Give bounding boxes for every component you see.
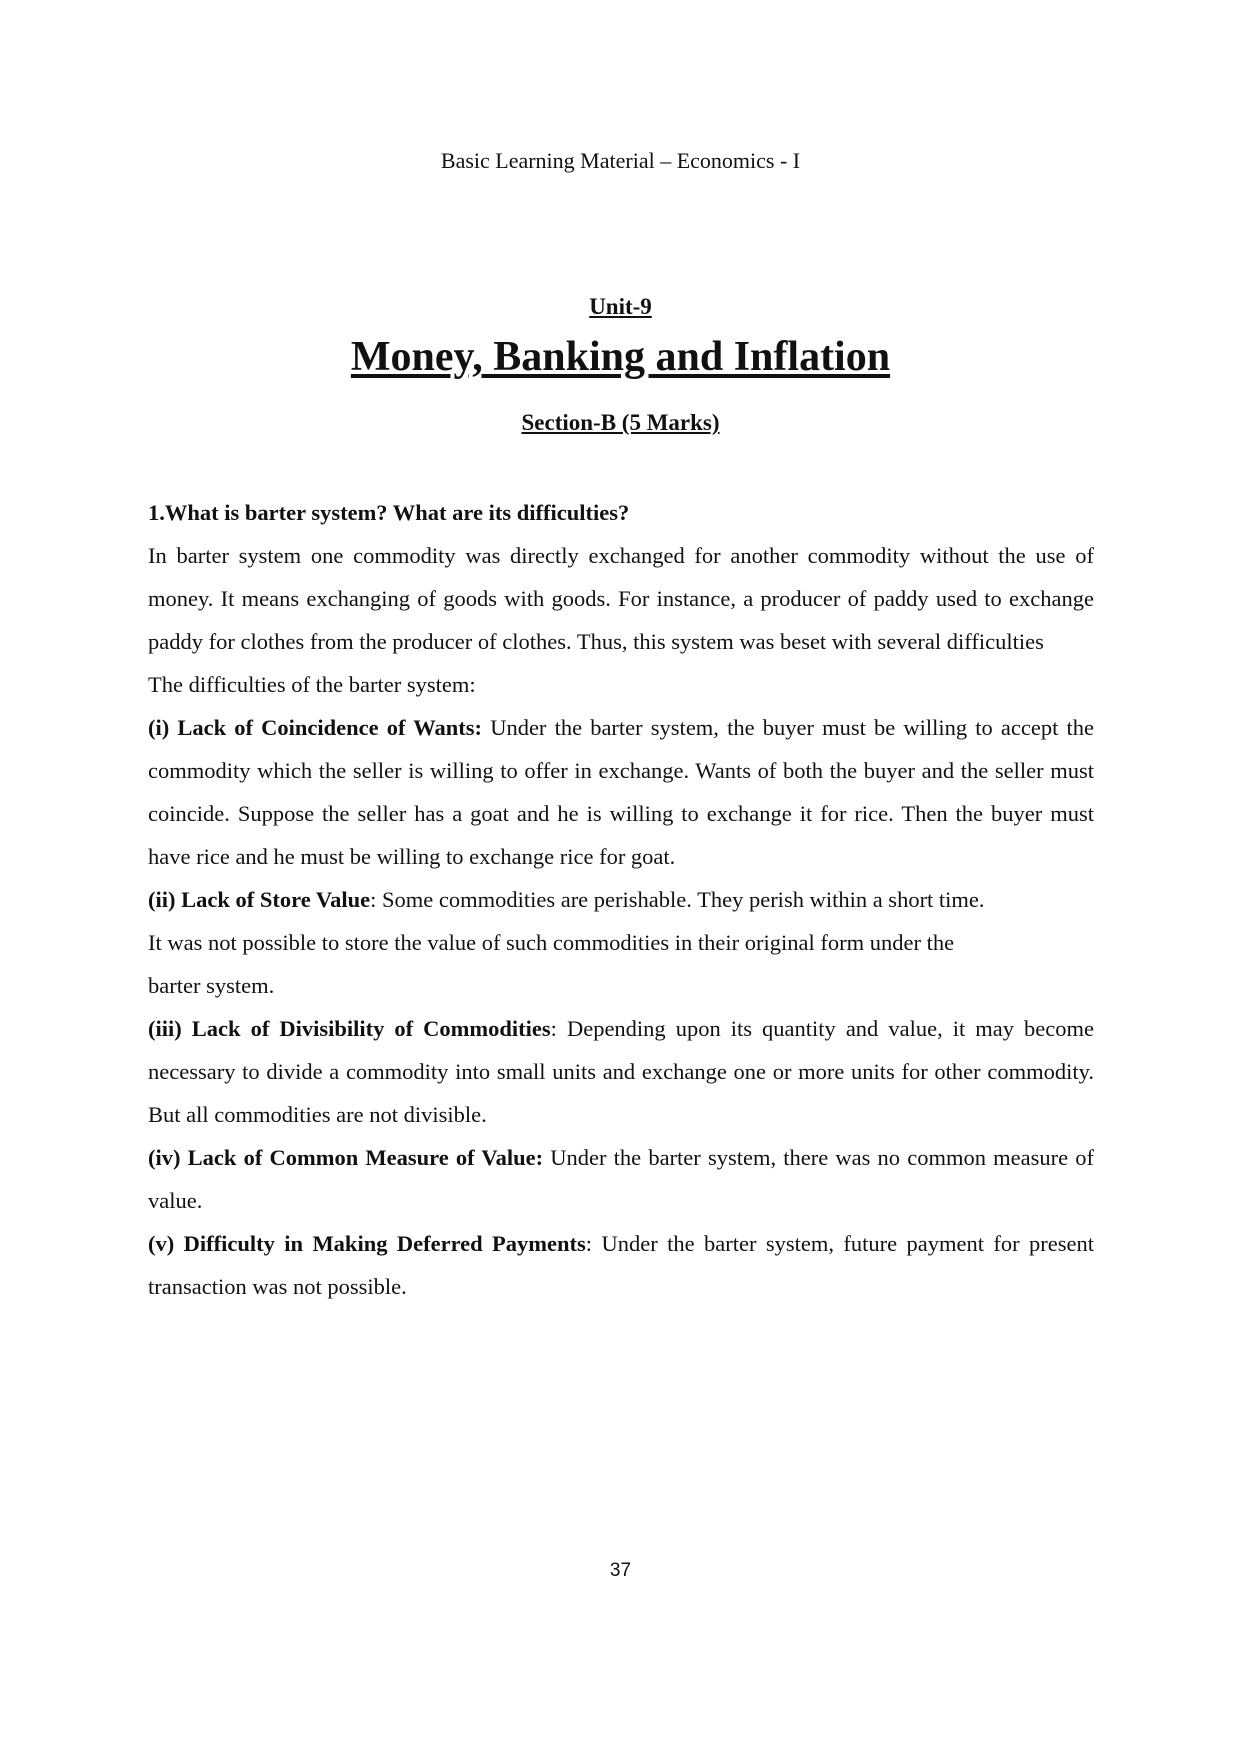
difficulty-text: Under the barter system, the buyer must be willing to accept the commodity which the seller is willing to offer in exchange. Wants of both the buyer and the seller must coincide. Suppose the seller has a goat and he is willing to exchange it for rice. Then the buyer must have rice and he must be willing to exchange rice for goat.	[148, 715, 1094, 869]
running-header: Basic Learning Material – Economics - I	[440, 148, 801, 173]
difficulty-item	[148, 1007, 1094, 1136]
difficulties-lead: The difficulties of the barter system:	[148, 672, 476, 697]
difficulty-text: Under the barter system, there was no common measure of value.	[148, 1145, 1095, 1213]
difficulty-term: (v) Difficulty in Making Deferred Payments	[148, 1231, 586, 1256]
page-title: Money, Banking and Inflation	[350, 334, 891, 380]
page-number: 37	[609, 1560, 632, 1581]
difficulty-term: (iii) Lack of Divisibility of Commodities	[148, 1016, 551, 1041]
difficulty-term: (i) Lack of Coincidence of Wants:	[148, 715, 483, 740]
section-heading: Section-B (5 Marks)	[521, 410, 720, 435]
difficulty-text-line: barter system.	[148, 973, 275, 998]
difficulty-item	[148, 1222, 1094, 1308]
intro-paragraph: In barter system one commodity was directly exchanged for another commodity without the use of money. It means exchanging of goods with goods. For instance, a producer of paddy used to exchange paddy for clothes from the producer of clothes. Thus, this system was beset with several difficulties	[148, 543, 1094, 654]
difficulty-text: : Depending upon its quantity and value, it may become necessary to divide a commodity into small units and exchange one or more units for other commodity. But all commodities are not divisible.	[148, 1016, 1094, 1127]
difficulty-item	[148, 878, 1094, 1007]
difficulty-item	[148, 1136, 1094, 1222]
main-content	[148, 491, 1094, 1308]
difficulty-term: (iv) Lack of Common Measure of Value:	[148, 1145, 544, 1170]
difficulty-text-line: It was not possible to store the value of such commodities in their original form under the	[148, 930, 955, 955]
difficulty-term: (ii) Lack of Store Value	[148, 887, 371, 912]
difficulty-text: : Under the barter system, future payment for present transaction was not possible.	[148, 1231, 1094, 1299]
unit-label: Unit-9	[589, 294, 652, 319]
difficulty-item	[148, 706, 1094, 878]
question-heading: 1.What is barter system? What are its difficulties?	[148, 500, 630, 525]
difficulty-text: : Some commodities are perishable. They perish within a short time.	[370, 887, 985, 912]
